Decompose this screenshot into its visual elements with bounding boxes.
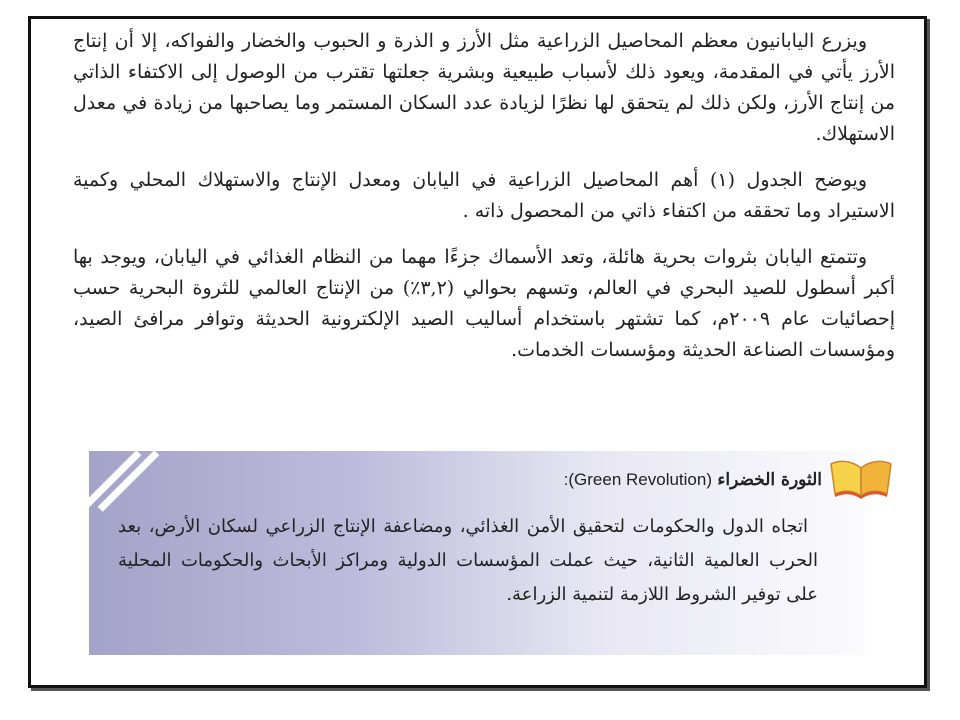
box-title-arabic: الثورة الخضراء [717, 470, 822, 490]
main-text [73, 26, 895, 381]
corner-stripe [89, 451, 141, 512]
paragraph-table-reference: ويوضح الجدول (١) أهم المحاصيل الزراعية في اليابان ومعدل الإنتاج والاستهلاك المحلي وكمية الاستيراد وما تحققه من اكتفاء ذاتي من المحصول ذاته . [73, 169, 895, 222]
box-title-english: (Green Revolution): [563, 470, 713, 489]
box-definition: اتجاه الدول والحكومات لتحقيق الأمن الغذائي، ومضاعفة الإنتاج الزراعي لسكان الأرض، بعد الحرب العالمية الثانية، حيث عملت المؤسسات الدولية ومراكز الأبحاث والحكومات المحلية على توفير الشروط اللازمة لتنمية الزراعة. [118, 516, 818, 605]
paragraph-fisheries: وتتمتع اليابان بثروات بحرية هائلة، وتعد الأسماك جزءًا مهما من النظام الغذائي في اليابان، ويوجد بها أكبر أسطول للصيد البحري في العالم، وتسهم بحوالي (٣,٢٪) من الإنتاج العالمي للثروة البحرية حسب إحصائيات عام ٢٠٠٩م، كما تشتهر باستخدام أساليب الصيد الإلكترونية الحديثة وتوافر مرافئ الصيد، ومؤسسات الصناعة الحديثة ومؤسسات الخدمات. [73, 246, 895, 361]
open-book-icon [829, 456, 893, 500]
paragraph-rice: ويزرع اليابانيون معظم المحاصيل الزراعية مثل الأرز و الذرة و الحبوب والخضار والفواكه، إلا أن إنتاج الأرز يأتي في المقدمة، ويعود ذلك لأسباب طبيعية وبشرية جعلتها تقترب من الوصول إلى الاكتفاء الذاتي من إنتاج الأرز، ولكن ذلك لم يتحقق لها نظرًا لزيادة عدد السكان المستمر وما يصاحبها من زيادة في معدل الاستهلاك. [73, 30, 895, 145]
box-title [200, 467, 822, 493]
